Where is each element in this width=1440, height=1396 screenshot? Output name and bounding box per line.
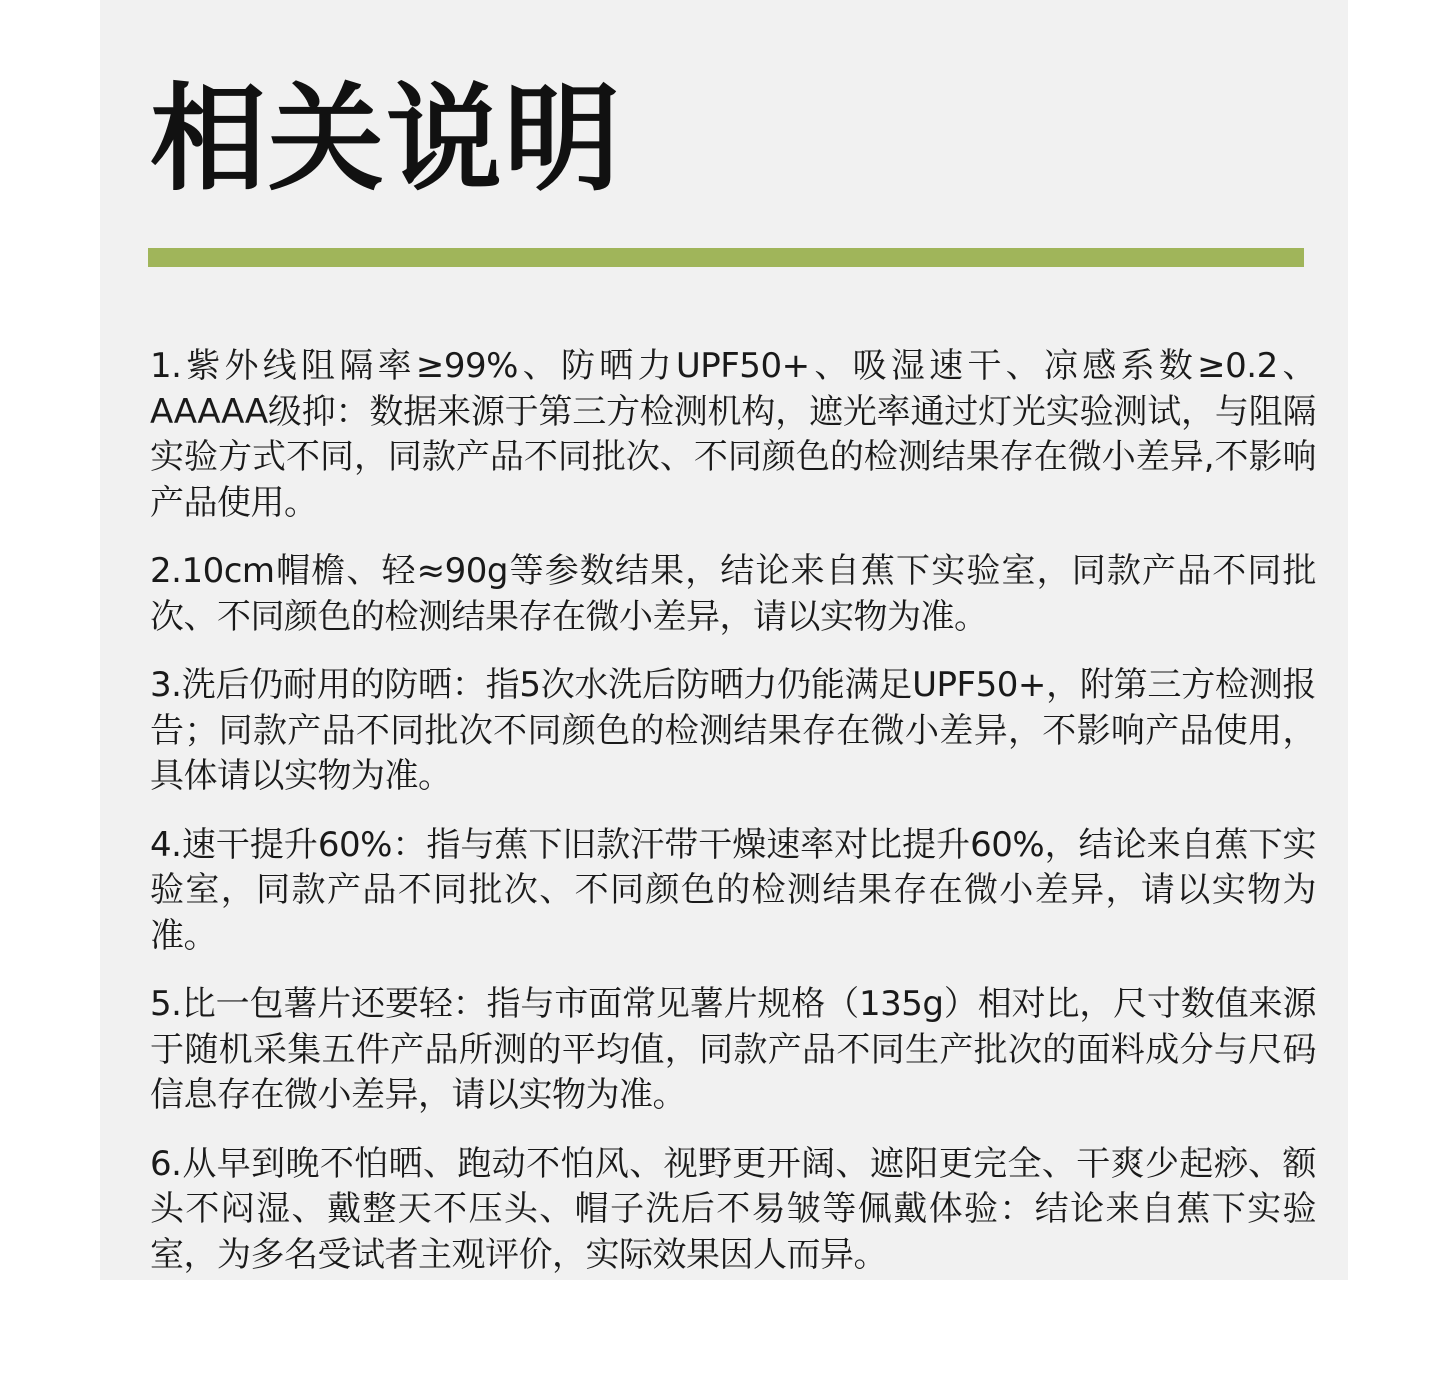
- note-item-3: 3.洗后仍耐用的防晒：指5次水洗后防晒力仍能满足UPF50+，附第三方检测报告；同款产品不同批次不同颜色的检测结果存在微小差异，不影响产品使用，具体请以实物为准。: [150, 665, 1316, 796]
- note-item-4: 4.速干提升60%：指与蕉下旧款汗带干燥速率对比提升60%，结论来自蕉下实验室，同款产品不同批次、不同颜色的检测结果存在微小差异，请以实物为准。: [150, 824, 1316, 956]
- page-title: 相关说明: [150, 72, 622, 207]
- notes-panel: [100, 0, 1348, 1280]
- accent-divider: [148, 248, 1304, 267]
- notes-list: [150, 344, 1316, 1301]
- note-item-1: 1.紫外线阻隔率≥99%、防晒力UPF50+、吸湿速干、凉感系数≥0.2、AAAAA级抑：数据来源于第三方检测机构，遮光率通过灯光实验测试，与阻隔实验方式不同，同款产品不同批次、不同颜色的检测结果存在微小差异,不影响产品使用。: [150, 346, 1316, 523]
- note-item-2: 2.10cm帽檐、轻≈90g等参数结果，结论来自蕉下实验室，同款产品不同批次、不同颜色的检测结果存在微小差异，请以实物为准。: [150, 551, 1316, 637]
- note-item-5: 5.比一包薯片还要轻：指与市面常见薯片规格（135g）相对比，尺寸数值来源于随机采集五件产品所测的平均值，同款产品不同生产批次的面料成分与尺码信息存在微小差异，请以实物为准。: [150, 984, 1316, 1115]
- note-item-6: 6.从早到晚不怕晒、跑动不怕风、视野更开阔、遮阳更完全、干爽少起痧、额头不闷湿、戴整天不压头、帽子洗后不易皱等佩戴体验：结论来自蕉下实验室，为多名受试者主观评价，实际效果因人而异。: [150, 1143, 1316, 1275]
